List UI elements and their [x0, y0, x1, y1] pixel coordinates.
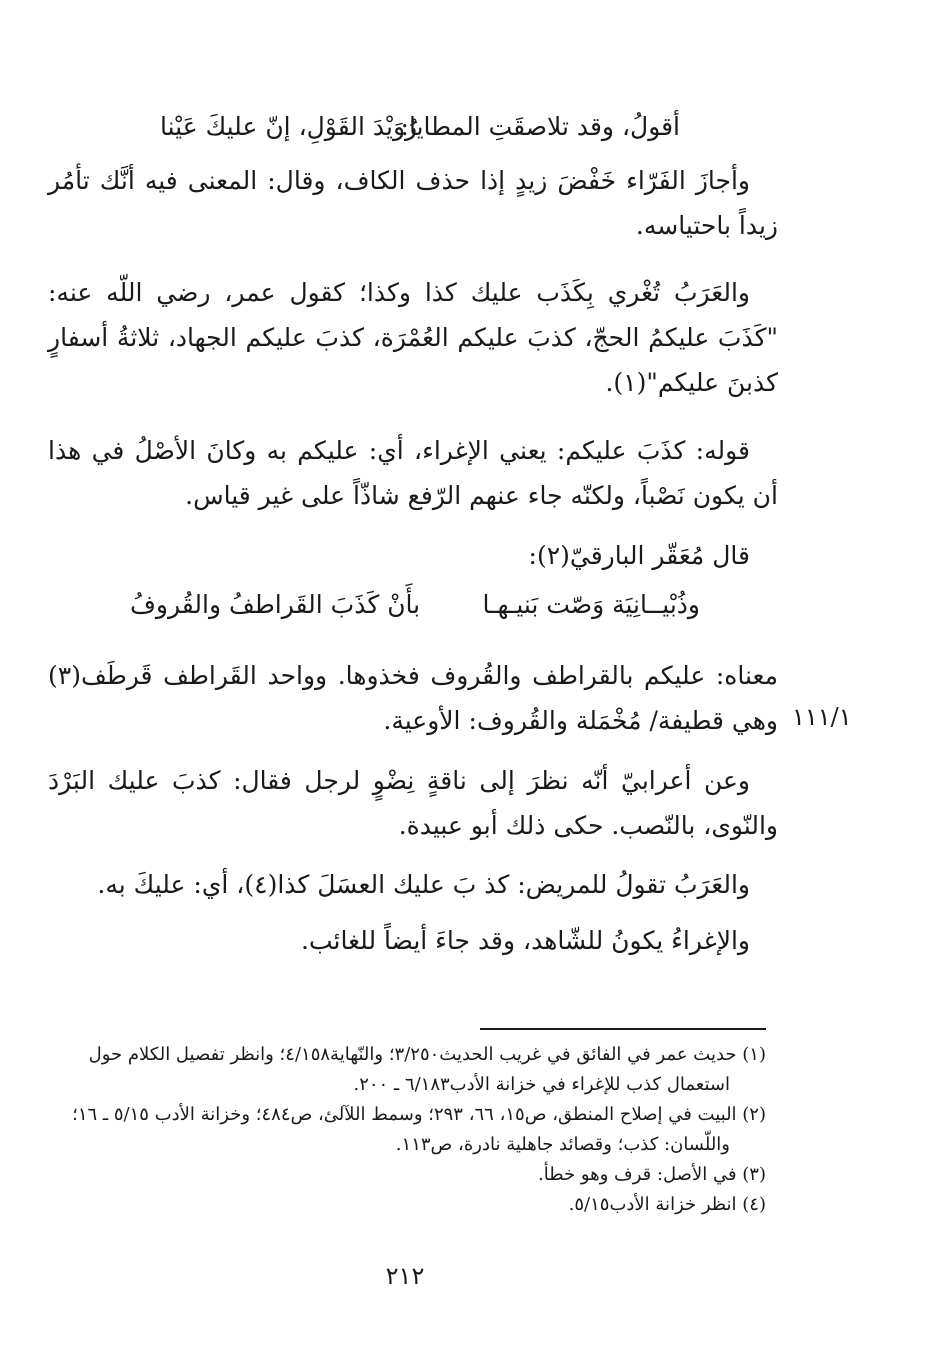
verse-2 [130, 590, 700, 630]
verse-1-right-hemistich: أقولُ، وقد تلاصقَتِ المطايا: [400, 112, 680, 141]
paragraph-farra: وأجازَ الفَرّاء خَفْضَ زيدٍ إذا حذف الكاف، وقال: المعنى فيه أنَّك تأمُر زيداً باحتياسه. [48, 166, 778, 240]
paragraph-present-absent: والإغراءُ يكونُ للشّاهد، وقد جاءَ أيضاً للغائب. [301, 926, 750, 955]
footnote-1-line-2: استعمال كذب للإغراء في خزانة الأدب٦/١٨٣ ـ ٢٠٠. [353, 1074, 730, 1095]
paragraph-verse-intro: قال مُعَقّر البارقيّ(٢): [528, 541, 750, 570]
paragraph-commentary: قوله: كذَبَ عليكم: يعني الإغراء، أي: عليكم به وكانَ الأصْلُ في هذا أن يكون نَصْباً، ولكنّه جاء عنهم الرّفع شاذّاً على غير قياس. [48, 436, 778, 510]
footnote-4 [48, 1190, 766, 1220]
footnote-2-line-1: (٢) البيت في إصلاح المنطق، ص١٥، ٦٦، ٢٩٣؛ وسمط اللآلئ، ص٤٨٤؛ وخزانة الأدب ٥/١٥ ـ ١٦؛ [72, 1104, 766, 1125]
verse-1-left-hemistich: رُوَيْدَ القَوْلِ، إنّ عليكَ عَيْنا [160, 112, 418, 141]
footnote-2-line-2: واللّسان: كذب؛ وقصائد جاهلية نادرة، ص١١٣. [395, 1134, 730, 1155]
footnote-1-line-1: (١) حديث عمر في الفائق في غريب الحديث٣/٢٥٠؛ والنّهاية٤/١٥٨؛ وانظر تفصيل الكلام حول [88, 1044, 766, 1065]
manuscript-folio-reference: ١١١/١ [792, 703, 852, 731]
footnote-4-line-1: (٤) انظر خزانة الأدب٥/١٥. [568, 1194, 766, 1215]
footnotes [48, 1040, 766, 1220]
footnote-3 [48, 1160, 766, 1190]
verse-2-left-hemistich: بأَنْ كَذَبَ القَراطفُ والقُروفُ [130, 590, 421, 619]
page-number: ٢١٢ [385, 1262, 425, 1290]
paragraph-bedouin: وعن أعرابيّ أنّه نظرَ إلى ناقةٍ نِضْوٍ لرجل فقال: كذبَ عليك البَرْدَ والنّوى، بالنّصب. حكى ذلك أبو عبيدة. [48, 766, 778, 840]
verse-2-right-hemistich: وذُبْيــانِيَة وَصّت بَنيـهـا [482, 590, 700, 619]
paragraph-meaning: معناه: عليكم بالقراطف والقُروف فخذوها. وواحد القَراطف قَرطَف(٣) وهي قطيفة/ مُخْمَلة والقُروف: الأوعية. [48, 661, 778, 735]
paragraph-sick: والعَرَبُ تقولُ للمريض: كذ بَ عليك العسَلَ كذا(٤)، أي: عليكَ به. [97, 870, 750, 899]
footnote-1 [48, 1040, 766, 1100]
paragraph-umar-hadith: والعَرَبُ تُغْري بِكَذَب عليك كذا وكذا؛ كقول عمر، رضي اللّه عنه: "كَذَبَ عليكمُ الحجّ، كذبَ عليكم العُمْرَة، كذبَ عليكم الجهاد، ثلاثةُ أسفارٍ كذبنَ عليكم"(١). [48, 278, 778, 397]
footnote-separator [480, 1028, 766, 1030]
footnote-3-line-1: (٣) في الأصل: قرف وهو خطأ. [538, 1164, 766, 1185]
footnote-2 [48, 1100, 766, 1160]
verse-1 [150, 112, 680, 152]
